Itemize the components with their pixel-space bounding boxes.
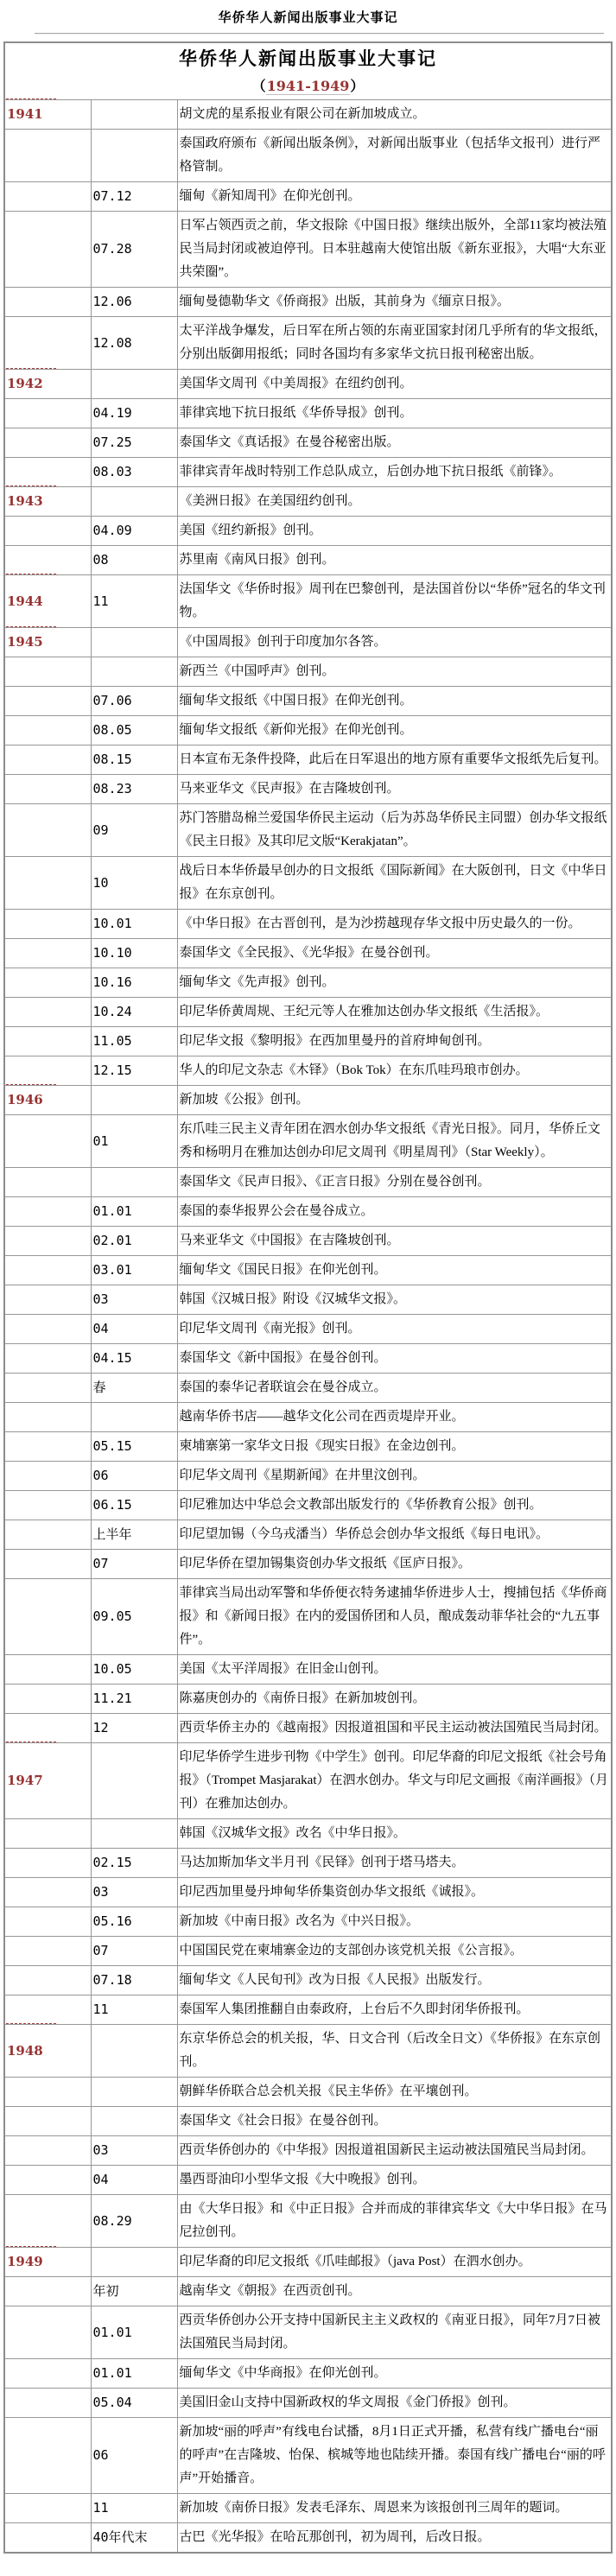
event-row [4,1315,612,1344]
year-cell [4,546,91,575]
event-row [4,1462,612,1491]
year-cell [4,687,91,716]
year-cell [4,2359,91,2389]
year-cell: 1942 [4,370,91,399]
event-row [4,687,612,716]
event-row [4,1285,612,1315]
event-row [4,487,612,517]
event-cell: 美国华文周刊《中美周报》在纽约创刊。 [177,370,612,399]
event-row [4,317,612,370]
year-cell [4,1027,91,1056]
date-cell: 07 [91,1937,177,1966]
event-row [4,1878,612,1907]
event-cell: 《中华日报》在古晋创刊，是为沙捞越现存华文报中历史最久的一份。 [177,910,612,939]
date-cell [91,2107,177,2136]
date-cell [91,487,177,517]
event-cell: 西贡华侨创办公开支持中国新民主主义政权的《南亚日报》，同年7月7日被法国殖民当局封闭。 [177,2306,612,2359]
event-cell: 泰国的泰华记者联谊会在曼谷成立。 [177,1374,612,1403]
event-cell: 泰国华文《全民报》、《光华报》在曼谷创刊。 [177,939,612,968]
event-cell: 东爪哇三民主义青年团在泗水创办华文报纸《青光日报》。同月，华侨丘文秀和杨明月在雅加达创办印尼文周刊《明星周刊》（Star Weekly）。 [177,1115,612,1168]
event-row [4,1550,612,1579]
year-cell [4,1462,91,1491]
event-cell: 美国旧金山支持中国新政权的华文周报《金门侨报》创刊。 [177,2389,612,2418]
event-row [4,2195,612,2248]
event-cell: 印尼华侨学生进步刊物《中学生》创刊。印尼华裔的印尼文报纸《社会号角报》（Trompet Masjarakat）在泗水创办。华文与印尼文画报《南洋画报》（月刊）在雅加达创办。 [177,1743,612,1819]
year-cell [4,968,91,998]
event-row [4,1907,612,1937]
event-cell: 太平洋战争爆发，后日军在所占领的东南亚国家封闭几乎所有的华文报纸，分别出版御用报纸；同时各国均有多家华文抗日报刊秘密出版。 [177,317,612,370]
event-cell: 缅甸华文《中华商报》在仰光创刊。 [177,2359,612,2389]
event-row [4,2166,612,2195]
event-cell: 泰国政府颁布《新闻出版条例》，对新闻出版事业（包括华文报刊）进行严格管制。 [177,130,612,182]
year-cell [4,1655,91,1685]
event-row [4,1685,612,1714]
date-cell: 10 [91,857,177,910]
event-row [4,1937,612,1966]
year-cell: 1947 [4,1743,91,1819]
event-cell: 苏门答腊岛棉兰爱国华侨民主运动（后为苏岛华侨民主同盟）创办华文报纸《民主日报》及其印尼文版“Kerakjatan”。 [177,804,612,857]
event-cell: 印尼华文报《黎明报》在西加里曼丹的首府坤甸创刊。 [177,1027,612,1056]
date-cell: 07.06 [91,687,177,716]
year-cell [4,2523,91,2554]
event-cell: 朝鲜华侨联合总会机关报《民主华侨》在平壤创刊。 [177,2078,612,2107]
event-cell: 柬埔寨第一家华文日报《现实日报》在金边创刊。 [177,1432,612,1462]
date-cell: 10.01 [91,910,177,939]
date-cell: 02.01 [91,1227,177,1256]
subtitle-open-paren: （ [251,79,266,94]
date-cell [91,628,177,657]
year-cell: 1944 [4,575,91,628]
year-cell [4,317,91,370]
date-cell: 02.15 [91,1849,177,1878]
date-cell: 04 [91,2166,177,2195]
date-cell: 04 [91,1315,177,1344]
event-cell: 新加坡《公报》创刊。 [177,1086,612,1115]
year-cell [4,2494,91,2523]
event-cell: 缅甸《新知周刊》在仰光创刊。 [177,182,612,212]
year-cell [4,1432,91,1462]
event-row [4,1374,612,1403]
event-cell: 马来亚华文《中国报》在吉隆坡创刊。 [177,1227,612,1256]
year-cell [4,1285,91,1315]
event-cell: 新加坡《南侨日报》发表毛泽东、周恩来为该报创刊三周年的题词。 [177,2494,612,2523]
table-title: 华侨华人新闻出版事业大事记 [179,48,438,69]
date-cell: 07.18 [91,1966,177,1995]
year-cell [4,1056,91,1086]
year-cell [4,1256,91,1285]
date-cell: 05.15 [91,1432,177,1462]
year-cell [4,2389,91,2418]
year-cell [4,458,91,487]
event-cell: 印尼华裔的印尼文报纸《爪哇邮报》（java Post）在泗水创办。 [177,2248,612,2277]
year-cell: 1941 [4,100,91,130]
event-cell: 菲律宾地下抗日报纸《华侨导报》创刊。 [177,399,612,428]
event-row [4,628,612,657]
event-row [4,1579,612,1655]
event-cell: 胡文虎的星系报业有限公司在新加坡成立。 [177,100,612,130]
event-row [4,428,612,458]
date-cell: 12 [91,1714,177,1743]
event-row [4,1432,612,1462]
date-cell: 10.24 [91,998,177,1027]
event-row [4,910,612,939]
event-cell: 泰国华文《新中国报》在曼谷创刊。 [177,1344,612,1374]
event-cell: 由《大华日报》和《中正日报》合并而成的菲律宾华文《大中华日报》在马尼拉创刊。 [177,2195,612,2248]
date-cell: 06 [91,2418,177,2494]
year-cell [4,1579,91,1655]
event-cell: 缅甸华文报纸《中国日报》在仰光创刊。 [177,687,612,716]
date-cell: 12.06 [91,288,177,317]
year-cell [4,1819,91,1849]
year-cell [4,2136,91,2166]
date-cell: 03 [91,1285,177,1315]
event-cell: 印尼西加里曼丹坤甸华侨集资创办华文报纸《诚报》。 [177,1878,612,1907]
year-cell [4,2418,91,2494]
date-cell: 08.03 [91,458,177,487]
event-row [4,1819,612,1849]
event-row [4,1056,612,1086]
event-cell: 缅甸华文《国民日报》在仰光创刊。 [177,1256,612,1285]
event-cell: 马达加斯加华文半月刊《民铎》创刊于塔马塔夫。 [177,1849,612,1878]
event-cell: 战后日本华侨最早创办的日文报纸《国际新闻》在大阪创刊，日文《中华日报》在东京创刊。 [177,857,612,910]
event-row [4,1197,612,1227]
event-row [4,546,612,575]
event-row [4,2248,612,2277]
date-cell: 年初 [91,2277,177,2306]
event-cell: 中国国民党在柬埔寨金边的支部创办该党机关报《公言报》。 [177,1937,612,1966]
year-cell [4,2306,91,2359]
year-cell: 1943 [4,487,91,517]
date-cell: 08.23 [91,775,177,804]
date-cell: 10.10 [91,939,177,968]
year-cell: 1948 [4,2025,91,2078]
date-cell: 10.05 [91,1655,177,1685]
event-row [4,288,612,317]
event-cell: 泰国的泰华报界公会在曼谷成立。 [177,1197,612,1227]
event-cell: 日本宣布无条件投降，此后在日军退出的地方原有重要华文报纸先后复刊。 [177,746,612,775]
year-cell [4,1315,91,1344]
event-cell: 古巴《光华报》在哈瓦那创刊，初为周刊，后改日报。 [177,2523,612,2554]
year-cell [4,1849,91,1878]
event-cell: 缅甸华文报纸《新仰光报》在仰光创刊。 [177,716,612,746]
event-row [4,775,612,804]
year-cell: 1946 [4,1086,91,1115]
event-cell: 越南华文《朝报》在西贡创刊。 [177,2277,612,2306]
date-cell [91,1819,177,1849]
year-cell [4,939,91,968]
year-cell [4,2277,91,2306]
year-cell [4,746,91,775]
events-table [3,41,613,2554]
date-cell: 08 [91,546,177,575]
event-row [4,2359,612,2389]
date-cell [91,2078,177,2107]
year-cell [4,399,91,428]
event-cell: 泰国华文《真话报》在曼谷秘密出版。 [177,428,612,458]
date-cell: 11.21 [91,1685,177,1714]
subtitle-close-paren: ） [350,79,365,94]
event-cell: 韩国《汉城华文报》改名《中华日报》。 [177,1819,612,1849]
event-row [4,1655,612,1685]
year-cell [4,1197,91,1227]
date-cell: 上半年 [91,1520,177,1550]
event-cell: 西贡华侨主办的《越南报》因报道祖国和平民主运动被法国殖民当局封闭。 [177,1714,612,1743]
year-cell [4,2195,91,2248]
event-row [4,370,612,399]
date-cell [91,2025,177,2078]
year-cell [4,1685,91,1714]
year-cell [4,1403,91,1432]
event-row [4,968,612,998]
event-row [4,939,612,968]
year-cell [4,657,91,687]
event-cell: 泰国军人集团推翻自由泰政府，上台后不久即封闭华侨报刊。 [177,1995,612,2025]
event-row [4,1520,612,1550]
event-cell: 印尼华侨在望加锡集资创办华文报纸《匡庐日报》。 [177,1550,612,1579]
event-row [4,1256,612,1285]
date-cell [91,1743,177,1819]
event-row [4,1995,612,2025]
event-row [4,2418,612,2494]
year-cell [4,212,91,288]
event-row [4,1849,612,1878]
year-cell [4,1520,91,1550]
event-row [4,2107,612,2136]
event-cell: 马来亚华文《民声报》在吉隆坡创刊。 [177,775,612,804]
date-cell: 06 [91,1462,177,1491]
event-row [4,2494,612,2523]
event-cell: 新加坡《中南日报》改名为《中兴日报》。 [177,1907,612,1937]
title-divider [35,33,604,35]
event-row [4,2025,612,2078]
event-row [4,1491,612,1520]
date-cell: 08.05 [91,716,177,746]
events-table-body [4,100,612,2554]
year-cell [4,2078,91,2107]
subtitle-year-range: 1941-1949 [266,78,350,94]
year-cell [4,517,91,546]
event-row [4,998,612,1027]
date-cell [91,657,177,687]
date-cell: 06.15 [91,1491,177,1520]
event-row [4,2523,612,2554]
event-cell: 西贡华侨创办的《中华报》因报道祖国新民主运动被法国殖民当局封闭。 [177,2136,612,2166]
event-cell: 陈嘉庚创办的《南侨日报》在新加坡创刊。 [177,1685,612,1714]
date-cell: 01 [91,1115,177,1168]
event-cell: 印尼华文周刊《南光报》创刊。 [177,1315,612,1344]
event-row [4,1403,612,1432]
event-cell: 越南华侨书店——越华文化公司在西贡堤岸开业。 [177,1403,612,1432]
year-cell [4,1966,91,1995]
page-title: 华侨华人新闻出版事业大事记 [218,11,398,25]
table-header-row [4,42,612,100]
date-cell: 04.15 [91,1344,177,1374]
event-row [4,2389,612,2418]
event-cell: 菲律宾青年战时特别工作总队成立，后创办地下抗日报纸《前锋》。 [177,458,612,487]
date-cell: 05.04 [91,2389,177,2418]
event-cell: 美国《太平洋周报》在旧金山创刊。 [177,1655,612,1685]
date-cell: 10.16 [91,968,177,998]
event-row [4,1714,612,1743]
event-row [4,212,612,288]
date-cell: 09 [91,804,177,857]
date-cell: 01.01 [91,2306,177,2359]
table-header-cell [4,42,612,100]
event-cell: 菲律宾当局出动军警和华侨便衣特务逮捕华侨进步人士，搜捕包括《华侨商报》和《新闻日报》在内的爱国侨团和人员，酿成轰动菲华社会的“九五事件”。 [177,1579,612,1655]
table-subtitle [7,77,609,97]
year-cell [4,130,91,182]
year-cell [4,1907,91,1937]
event-row [4,716,612,746]
event-cell: 印尼华侨黄周规、王纪元等人在雅加达创办华文报纸《生活报》。 [177,998,612,1027]
event-row [4,399,612,428]
event-row [4,2136,612,2166]
year-cell [4,1878,91,1907]
event-row [4,746,612,775]
event-cell: 《美洲日报》在美国纽约创刊。 [177,487,612,517]
event-cell: 印尼雅加达中华总会文教部出版发行的《华侨教育公报》创刊。 [177,1491,612,1520]
date-cell: 05.16 [91,1907,177,1937]
date-cell [91,370,177,399]
date-cell [91,1168,177,1197]
event-cell: 泰国华文《社会日报》在曼谷创刊。 [177,2107,612,2136]
event-cell: 日军占领西贡之前，华文报除《中国日报》继续出版外，全部11家均被法殖民当局封闭或被迫停刊。日本驻越南大使馆出版《新东亚报》，大唱“大东亚共荣圈”。 [177,212,612,288]
date-cell: 03 [91,1878,177,1907]
event-cell: 华人的印尼文杂志《木铎》（Bok Tok）在东爪哇玛琅市创办。 [177,1056,612,1086]
event-row [4,1086,612,1115]
event-cell: 缅甸华文《先声报》创刊。 [177,968,612,998]
event-cell: 苏里南《南风日报》创刊。 [177,546,612,575]
year-cell [4,1550,91,1579]
event-cell: 《中国周报》创刊于印度加尔各答。 [177,628,612,657]
event-row [4,857,612,910]
year-cell [4,1714,91,1743]
year-cell [4,1374,91,1403]
event-cell: 墨西哥油印小型华文报《大中晚报》创刊。 [177,2166,612,2195]
date-cell: 07 [91,1550,177,1579]
event-row [4,182,612,212]
event-cell: 新西兰《中国呼声》创刊。 [177,657,612,687]
event-row [4,1966,612,1995]
year-cell [4,1995,91,2025]
event-row [4,804,612,857]
date-cell: 04.19 [91,399,177,428]
year-cell [4,910,91,939]
event-row [4,2078,612,2107]
date-cell [91,100,177,130]
date-cell: 12.15 [91,1056,177,1086]
date-cell: 07.12 [91,182,177,212]
year-cell [4,775,91,804]
year-cell [4,288,91,317]
date-cell: 01.01 [91,1197,177,1227]
date-cell [91,1086,177,1115]
event-cell: 法国华文《华侨时报》周刊在巴黎创刊，是法国首份以“华侨”冠名的华文刊物。 [177,575,612,628]
year-cell: 1949 [4,2248,91,2277]
date-cell: 11 [91,2494,177,2523]
event-cell: 印尼华文周刊《星期新闻》在井里汶创刊。 [177,1462,612,1491]
date-cell: 11 [91,575,177,628]
event-cell: 东京华侨总会的机关报，华、日文合刊（后改全日文）《华侨报》在东京创刊。 [177,2025,612,2078]
event-row [4,517,612,546]
event-cell: 泰国华文《民声日报》、《正言日报》分别在曼谷创刊。 [177,1168,612,1197]
event-row [4,1227,612,1256]
event-row [4,657,612,687]
year-cell [4,428,91,458]
year-cell [4,804,91,857]
event-cell: 新加坡“丽的呼声”有线电台试播，8月1日正式开播，私营有线广播电台“丽的呼声”在吉隆坡、怡保、槟城等地也陆续开播。泰国有线广播电台“丽的呼声”开始播音。 [177,2418,612,2494]
year-cell [4,998,91,1027]
year-cell [4,1227,91,1256]
event-row [4,1168,612,1197]
year-cell [4,1937,91,1966]
event-cell: 印尼望加锡（今乌戎潘当）华侨总会创办华文报纸《每日电讯》。 [177,1520,612,1550]
date-cell [91,130,177,182]
event-cell: 缅甸华文《人民旬刊》改为日报《人民报》出版发行。 [177,1966,612,1995]
year-cell: 1945 [4,628,91,657]
date-cell: 12.08 [91,317,177,370]
event-row [4,1115,612,1168]
date-cell: 08.15 [91,746,177,775]
event-cell: 缅甸曼德勒华文《侨商报》出版，其前身为《缅京日报》。 [177,288,612,317]
date-cell: 09.05 [91,1579,177,1655]
event-row [4,2277,612,2306]
year-cell [4,2107,91,2136]
event-row [4,100,612,130]
event-row [4,1027,612,1056]
year-cell [4,2166,91,2195]
event-row [4,130,612,182]
date-cell: 04.09 [91,517,177,546]
date-cell: 40年代末 [91,2523,177,2554]
year-cell [4,182,91,212]
event-row [4,575,612,628]
date-cell: 07.25 [91,428,177,458]
year-cell [4,857,91,910]
year-cell [4,1168,91,1197]
date-cell [91,1403,177,1432]
date-cell: 07.28 [91,212,177,288]
date-cell: 03.01 [91,1256,177,1285]
date-cell: 08.29 [91,2195,177,2248]
year-cell [4,716,91,746]
date-cell: 11.05 [91,1027,177,1056]
date-cell: 03 [91,2136,177,2166]
date-cell: 11 [91,1995,177,2025]
date-cell: 春 [91,1374,177,1403]
date-cell: 01.01 [91,2359,177,2389]
year-cell [4,1115,91,1168]
event-cell: 韩国《汉城日报》附设《汉城华文报》。 [177,1285,612,1315]
event-row [4,1344,612,1374]
year-cell [4,1491,91,1520]
year-cell [4,1344,91,1374]
event-cell: 美国《纽约新报》创刊。 [177,517,612,546]
event-row [4,1743,612,1819]
date-cell [91,2248,177,2277]
event-row [4,458,612,487]
event-row [4,2306,612,2359]
